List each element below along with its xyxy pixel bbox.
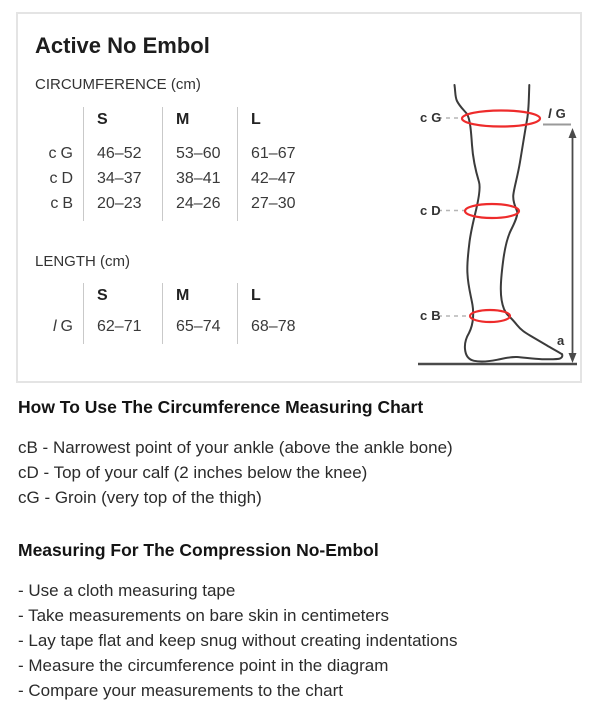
instruction-item: - Measure the circumference point in the diagram [18, 656, 389, 675]
lg-arrowhead-bottom [569, 353, 577, 363]
length-label-column [35, 283, 83, 344]
table-cell: 38–41 [176, 170, 221, 188]
cb-circumference-ellipse [470, 310, 510, 322]
length-table-caption: LENGTH (cm) [35, 253, 130, 271]
row-label-cb: c B [50, 195, 73, 213]
instruction-item: - Compare your measurements to the chart [18, 681, 344, 700]
table-cell: 53–60 [176, 145, 221, 163]
circumference-table-caption: CIRCUMFERENCE (cm) [35, 76, 201, 94]
length-column-s [83, 283, 162, 344]
cd-diagram-label: c D [420, 203, 441, 218]
column-header-l: L [251, 111, 261, 129]
instruction-item: - Take measurements on bare skin in centimeters [18, 606, 390, 625]
table-cell: 68–78 [251, 318, 296, 336]
instruction-item: - Use a cloth measuring tape [18, 581, 236, 600]
table-cell: 46–52 [97, 145, 142, 163]
column-header-m: M [176, 111, 190, 129]
cg-diagram-label: c G [420, 110, 442, 125]
column-header-m: M [176, 287, 190, 305]
column-header-s: S [97, 111, 108, 129]
length-column-l [237, 283, 309, 344]
section-heading-how-to-use: How To Use The Circumference Measuring Chart [18, 397, 424, 417]
page-title: Active No Embol [35, 33, 210, 58]
cd-circumference-ellipse [465, 204, 519, 218]
instructions [18, 396, 582, 703]
a-diagram-label: a [557, 333, 565, 348]
instruction-item: - Lay tape flat and keep snug without creating indentations [18, 631, 458, 650]
table-cell: 34–37 [97, 170, 142, 188]
table-cell: 62–71 [97, 318, 142, 336]
row-label-cg: c G [48, 145, 73, 163]
corner-cell [35, 107, 73, 133]
circumference-column-s [83, 107, 162, 221]
sizing-chart-panel [16, 12, 582, 383]
measure-point-definitions [18, 435, 582, 510]
section-heading-measuring: Measuring For The Compression No-Embol [18, 540, 379, 560]
cg-circumference-ellipse [462, 111, 540, 127]
lg-diagram-label: l G [548, 106, 566, 121]
cb-diagram-label: c B [420, 308, 441, 323]
definition-cb: cB - Narrowest point of your ankle (above the ankle bone) [18, 438, 453, 457]
row-label-lg: l G [52, 318, 73, 336]
table-cell: 27–30 [251, 195, 296, 213]
row-label-cd: c D [49, 170, 73, 188]
definition-cg: cG - Groin (very top of the thigh) [18, 488, 262, 507]
circumference-column-m [162, 107, 237, 221]
leg-measurement-diagram [405, 78, 590, 378]
circumference-label-column [35, 107, 83, 221]
column-header-l: L [251, 287, 261, 305]
column-header-s: S [97, 287, 108, 305]
table-cell: 24–26 [176, 195, 221, 213]
table-cell: 42–47 [251, 170, 296, 188]
definition-cd: cD - Top of your calf (2 inches below the knee) [18, 463, 368, 482]
table-cell: 20–23 [97, 195, 142, 213]
measuring-instructions-list [18, 578, 582, 703]
circumference-column-l [237, 107, 309, 221]
table-cell: 65–74 [176, 318, 221, 336]
length-column-m [162, 283, 237, 344]
corner-cell [35, 283, 73, 309]
table-cell: 61–67 [251, 145, 296, 163]
lg-arrowhead-top [569, 128, 577, 138]
